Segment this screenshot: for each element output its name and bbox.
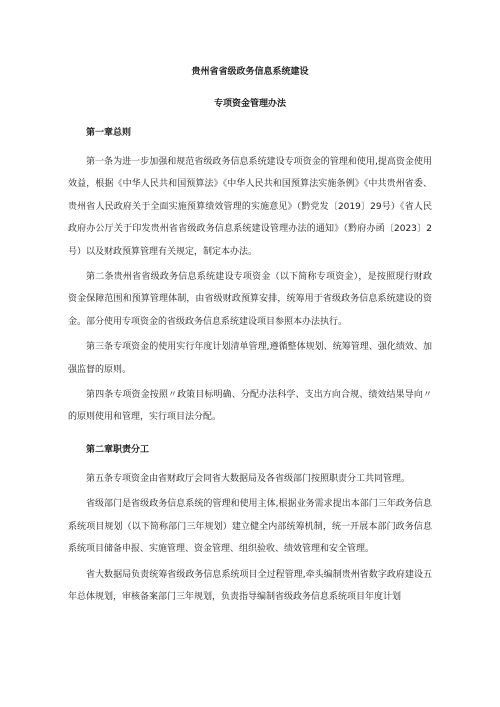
article-2-paragraph: 第二条贵州省省级政务信息系统建设专项资金（以下简称专项资金），是按照现行财政资金保障范围和预算管理体制，由省级财政预算安排，统筹用于省级政务信息系统建设的资金。部分使用专项资金的省级政务信息系统建设项目参照本办法执行。 [68,272,432,327]
big-data-bureau-paragraph: 省大数据局负责统筹省级政务信息系统项目全过程管理,牵头编制贵州省数字政府建设五年总体规划，审核备案部门三年规划，负责指导编制省级政务信息系统项目年度计划 [68,569,432,602]
provincial-departments-paragraph: 省级部门是省级政务信息系统的管理和使用主体,根据业务需求提出本部门三年政务信息系统项目规划（以下简称部门三年规划）建立健全内部统筹机制，统一开展本部门政务信息系统项目储备申报、实施管理、资金管理、组织验收、绩效管理和安全管理。 [68,499,432,555]
article-4-paragraph: 第四条专项资金按照〃政策目标明确、分配办法科学、支出方向合规、绩效结果导向〃的原则使用和管理，实行项目法分配。 [68,390,432,423]
document-title-line-2: 专项资金管理办法 [213,99,286,109]
document-page [68,0,432,608]
chapter-1-heading: 第一章总则 [86,128,132,138]
article-5-paragraph: 第五条专项资金由省财政厅会同省大数据局及各省级部门按照职责分工共同管理。 [86,473,411,484]
document-title-line-1: 贵州省省级政务信息系统建设 [191,67,309,77]
article-1-paragraph: 第一条为进一步加强和规范省级政务信息系统建设专项资金的管理和使用,提高资金使用效益，根据《中华人民共和国预算法》《中华人民共和国预算法实施条例》《中共贵州省委、贵州省人民政府关于全面实施预算绩效管理的实施意见》（黔党发〔2019〕29号）《省人民政府办公厅关于印发贵州省省级政务信息系统建设管理办法的通知》（黔府办函〔2023〕2号）以及财政预算管理有关规定，制定本办法。 [68,157,432,257]
chapter-2-heading: 第二章职责分工 [86,444,150,455]
article-3-paragraph: 第三条专项资金的使用实行年度计划清单管理,遵循整体规划、统筹管理、强化绩效、加强监督的原则。 [68,342,432,375]
